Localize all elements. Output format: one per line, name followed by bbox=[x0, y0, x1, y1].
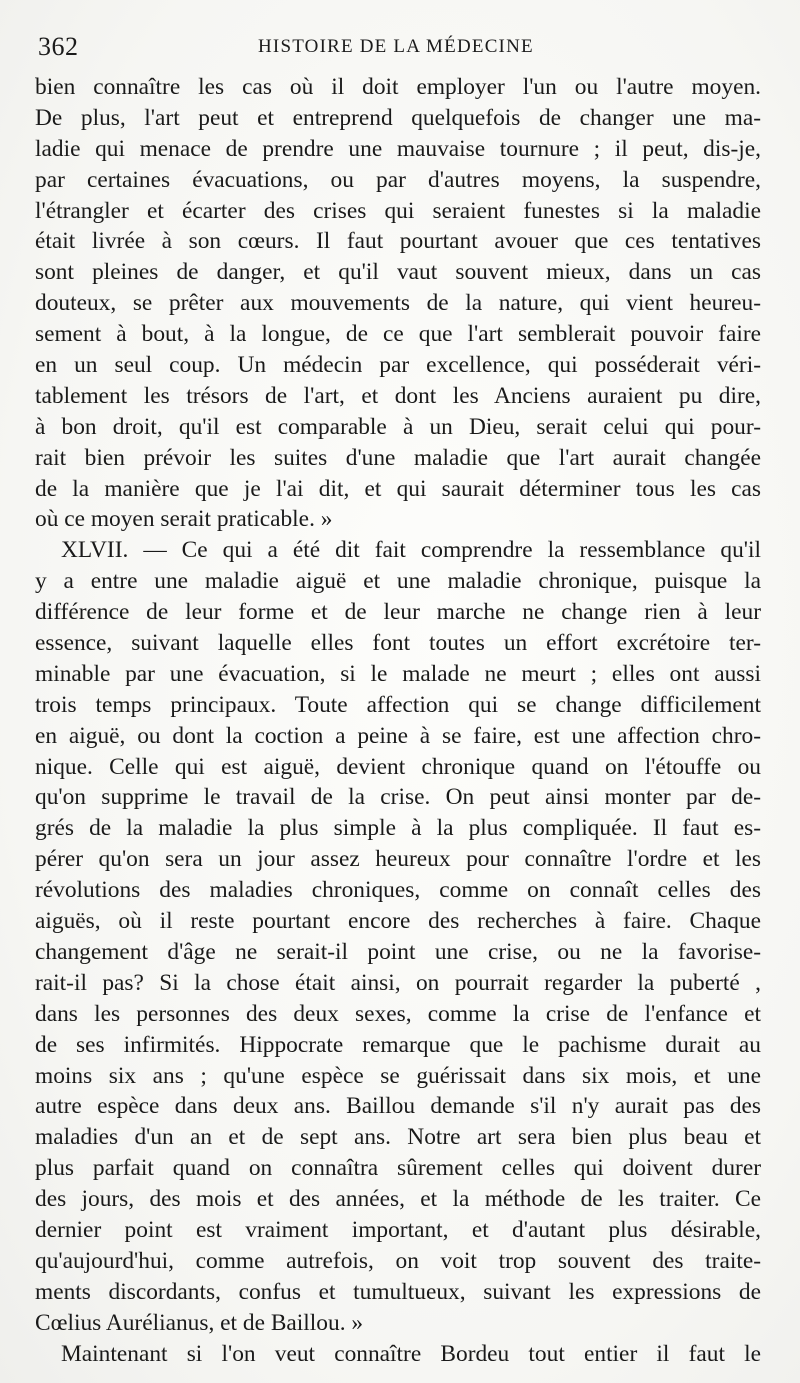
text-line: ments discordants, confus et tumultueux, suivant les expressions de bbox=[35, 1278, 761, 1305]
text-line: essence, suivant laquelle elles font toutes un effort excrétoire ter- bbox=[35, 630, 761, 657]
text-line: en aiguë, ou dont la coction a peine à se faire, est une affection chro- bbox=[35, 722, 761, 749]
text-line: trois temps principaux. Toute affection qui se change difficilement bbox=[35, 691, 761, 718]
text-line: rait-il pas? Si la chose était ainsi, on pourrait regarder la puberté , bbox=[35, 969, 761, 996]
text-line: dans les personnes des deux sexes, comme la crise de l'enfance et bbox=[35, 1000, 761, 1027]
text-line: tablement les trésors de l'art, et dont les Anciens auraient pu dire, bbox=[35, 382, 761, 409]
text-line: par certaines évacuations, ou par d'autres moyens, la suspendre, bbox=[35, 166, 761, 193]
page-header bbox=[38, 30, 760, 66]
text-line: moins six ans ; qu'une espèce se guérissait dans six mois, et une bbox=[35, 1062, 761, 1089]
text-line: maladies d'un an et de sept ans. Notre art sera bien plus beau et bbox=[35, 1124, 761, 1151]
text-line: douteux, se prêter aux mouvements de la nature, qui vient heureu- bbox=[35, 290, 761, 317]
text-line: aiguës, où il reste pourtant encore des recherches à faire. Chaque bbox=[35, 908, 761, 935]
text-line: Maintenant si l'on veut connaître Bordeu tout entier il faut le bbox=[61, 1340, 761, 1367]
text-line: qu'on supprime le travail de la crise. On peut ainsi monter par de- bbox=[35, 784, 761, 811]
text-line: différence de leur forme et de leur marche ne change rien à leur bbox=[35, 599, 761, 626]
text-line: De plus, l'art peut et entreprend quelquefois de changer une ma- bbox=[35, 104, 761, 131]
text-line: en un seul coup. Un médecin par excellence, qui posséderait véri- bbox=[35, 352, 761, 379]
text-line: sement à bout, à la longue, de ce que l'art semblerait pouvoir faire bbox=[35, 321, 761, 348]
text-line: rait bien prévoir les suites d'une maladie que l'art aurait changée bbox=[35, 444, 761, 471]
text-line: sont pleines de danger, et qu'il vaut souvent mieux, dans un cas bbox=[35, 259, 761, 286]
text-line: bien connaître les cas où il doit employer l'un ou l'autre moyen. bbox=[35, 74, 761, 100]
text-line: autre espèce dans deux ans. Baillou demande s'il n'y aurait pas des bbox=[35, 1093, 761, 1120]
text-line: des jours, des mois et des années, et la méthode de les traiter. Ce bbox=[35, 1186, 761, 1213]
text-line: y a entre une maladie aiguë et une maladie chronique, puisque la bbox=[35, 568, 761, 595]
body-text bbox=[35, 72, 761, 1369]
text-line: dernier point est vraiment important, et d'autant plus désirable, bbox=[35, 1216, 761, 1243]
text-line: l'étrangler et écarter des crises qui seraient funestes si la maladie bbox=[35, 197, 761, 224]
text-line: qu'aujourd'hui, comme autrefois, on voit trop souvent des traite- bbox=[35, 1247, 761, 1274]
text-line: était livrée à son cœurs. Il faut pourtant avouer que ces tentatives bbox=[35, 228, 761, 255]
text-line: minable par une évacuation, si le malade ne meurt ; elles ont aussi bbox=[35, 660, 761, 687]
text-line: ladie qui menace de prendre une mauvaise tournure ; il peut, dis-je, bbox=[35, 135, 761, 162]
text-line: nique. Celle qui est aiguë, devient chronique quand on l'étouffe ou bbox=[35, 753, 761, 780]
running-title: HISTOIRE DE LA MÉDECINE bbox=[258, 36, 534, 57]
text-line: où ce moyen serait praticable. » bbox=[35, 506, 333, 533]
text-line: pérer qu'on sera un jour assez heureux pour connaître l'ordre et les bbox=[35, 846, 761, 873]
text-line: de ses infirmités. Hippocrate remarque que le pachisme durait au bbox=[35, 1031, 761, 1058]
text-line: à bon droit, qu'il est comparable à un Dieu, serait celui qui pour- bbox=[35, 413, 761, 440]
text-line: de la manière que je l'ai dit, et qui saurait déterminer tous les cas bbox=[35, 475, 761, 502]
text-line: grés de la maladie la plus simple à la plus compliquée. Il faut es- bbox=[35, 815, 761, 842]
text-line: changement d'âge ne serait-il point une crise, ou ne la favorise- bbox=[35, 938, 761, 965]
text-line: plus parfait quand on connaîtra sûrement celles qui doivent durer bbox=[35, 1155, 761, 1182]
page-number: 362 bbox=[38, 32, 79, 61]
text-line: Cœlius Aurélianus, et de Baillou. » bbox=[35, 1309, 364, 1336]
section-heading-line: XLVII. — Ce qui a été dit fait comprendre la ressemblance qu'il bbox=[61, 537, 761, 564]
text-line: révolutions des maladies chroniques, comme on connaît celles des bbox=[35, 877, 761, 904]
